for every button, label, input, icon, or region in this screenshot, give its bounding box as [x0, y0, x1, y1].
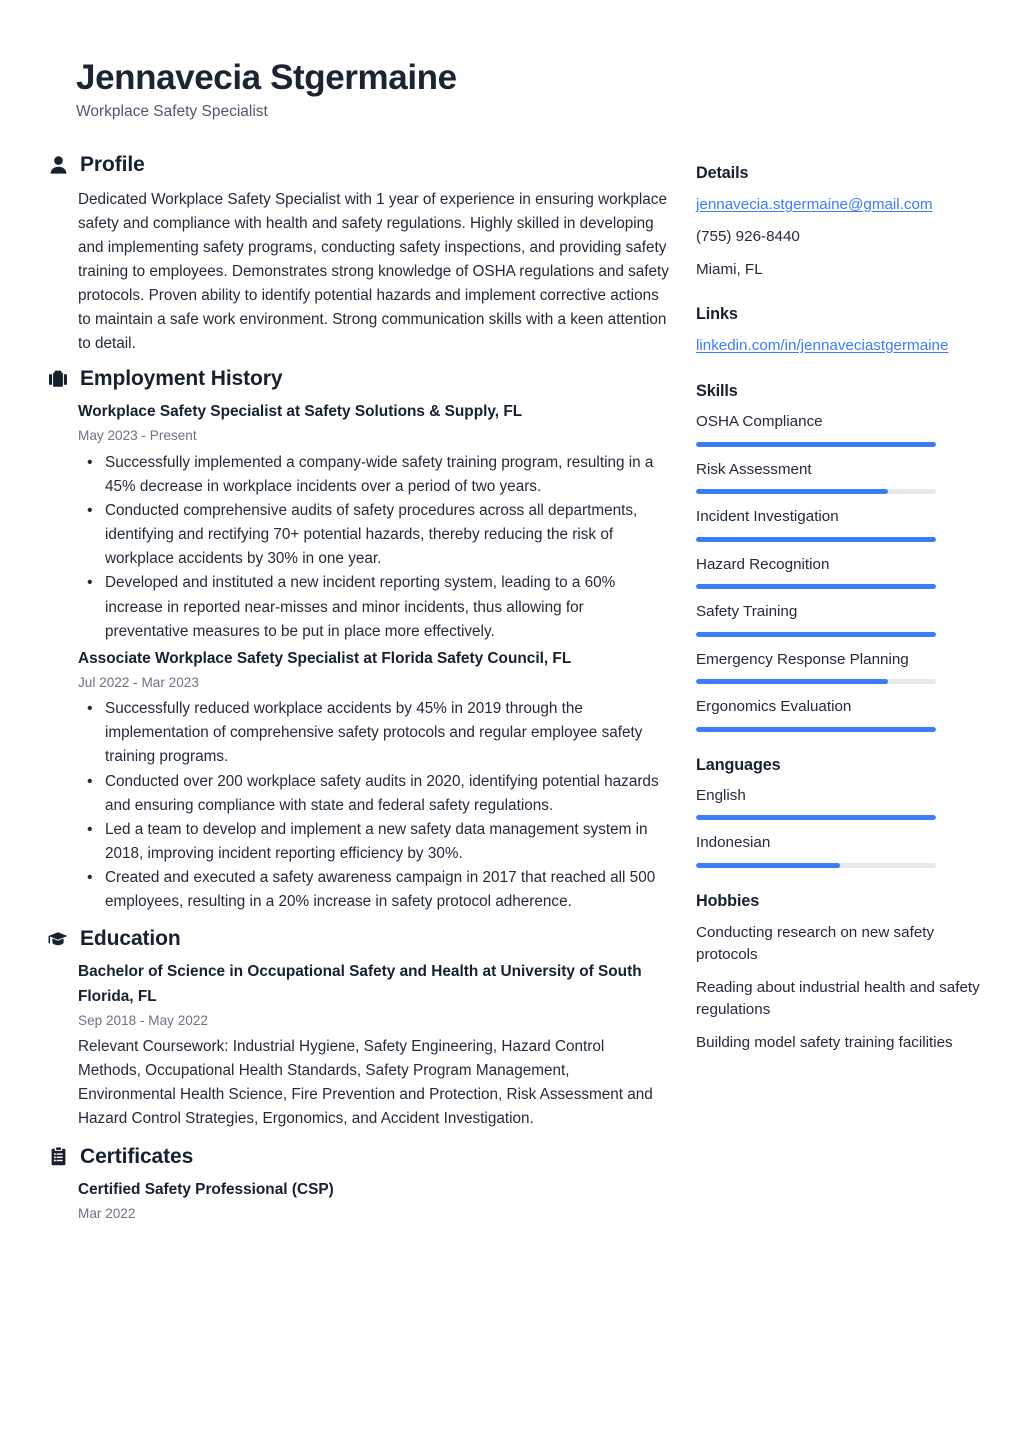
skill-item [696, 555, 996, 590]
bullet-item: • Successfully reduced workplace accidents by 45% in 2019 through the implementation of comprehensive safety protocols and regular employee safety training programs. [78, 697, 670, 769]
language-item [696, 786, 996, 821]
skill-bar-fill [696, 442, 936, 447]
job-bullets [78, 451, 670, 644]
phone-text: (755) 926-8440 [696, 228, 800, 246]
briefcase-icon [48, 368, 68, 390]
skill-bar-track [696, 632, 936, 637]
skill-item [696, 460, 996, 495]
resume-header [0, 0, 1024, 122]
skill-bar-fill [696, 679, 888, 684]
employment-entry [78, 400, 670, 643]
skill-item [696, 650, 996, 685]
sidebar-hobbies [696, 892, 996, 1054]
skill-bar-track [696, 727, 936, 732]
skill-bar-track [696, 584, 936, 589]
skill-label: Risk Assessment [696, 460, 812, 478]
certificates-body [48, 1178, 670, 1224]
certificate-title: Certified Safety Professional (CSP) [78, 1180, 334, 1198]
sidebar-title-details: Details [696, 163, 749, 182]
employment-body [48, 400, 670, 914]
skill-label: Emergency Response Planning [696, 650, 909, 668]
email-link[interactable]: jennavecia.stgermaine@gmail.com [696, 195, 933, 213]
skill-bar-fill [696, 727, 936, 732]
skill-label: Hazard Recognition [696, 555, 830, 573]
sidebar-title-hobbies: Hobbies [696, 891, 760, 910]
bullet-item: • Developed and instituted a new incident reporting system, leading to a 60% increase in reported near-misses and minor incidents, thus allowing for preventative measures to be put in place more effectively. [78, 571, 670, 643]
section-title-profile: Profile [80, 152, 145, 176]
sidebar-details [696, 164, 996, 281]
degree-title: Bachelor of Science in Occupational Safety and Health at University of South Florida, FL [78, 963, 642, 1005]
location-text: Miami, FL [696, 261, 763, 278]
hobby-item: Conducting research on new safety protocols [696, 923, 935, 963]
candidate-name: Jennavecia Stgermaine [76, 58, 457, 97]
education-heading [48, 927, 670, 951]
skill-bar-fill [696, 584, 936, 589]
skill-item [696, 697, 996, 732]
degree-date: Sep 2018 - May 2022 [78, 1012, 208, 1028]
bullet-item: • Created and executed a safety awareness campaign in 2017 that reached all 500 employees, resulting in a 20% increase in safety protocol adherence. [78, 866, 670, 914]
language-bar-track [696, 863, 936, 868]
linkedin-link[interactable]: linkedin.com/in/jennaveciastgermaine [696, 336, 949, 354]
section-profile [48, 153, 670, 357]
skill-item [696, 602, 996, 637]
job-date: May 2023 - Present [78, 428, 197, 444]
language-bar-fill [696, 863, 840, 868]
graduation-cap-icon [48, 928, 68, 950]
skill-bar-track [696, 489, 936, 494]
section-title-education: Education [80, 927, 181, 951]
language-bar-track [696, 815, 936, 820]
education-body [48, 960, 670, 1131]
skill-label: Incident Investigation [696, 508, 839, 526]
skill-label: OSHA Compliance [696, 413, 823, 431]
certificate-date: Mar 2022 [78, 1205, 136, 1221]
job-bullets [78, 697, 670, 914]
language-item [696, 833, 996, 868]
main-column [48, 153, 670, 1230]
section-title-certificates: Certificates [80, 1144, 194, 1168]
bullet-item: • Led a team to develop and implement a new safety data management system in 2018, improving incident reporting efficiency by 30%. [78, 818, 670, 866]
sidebar-title-languages: Languages [696, 755, 781, 774]
profile-text: Dedicated Workplace Safety Specialist with 1 year of experience in ensuring workplace safety and compliance with health and safety regulations. Highly skilled in developing and implementing safety programs, conducting safety inspections, and providing safety training to employees. Demonstrates strong knowledge of OSHA regulations and safety protocols. Proven ability to identify potential hazards and implement corrective actions to maintain a safe work environment. Strong communication skills with a keen attention to detail. [78, 190, 669, 353]
skill-bar-fill [696, 537, 936, 542]
skill-label: Safety Training [696, 603, 798, 621]
language-bar-fill [696, 815, 936, 820]
skill-bar-track [696, 537, 936, 542]
resume-columns [0, 153, 1024, 1230]
employment-heading [48, 367, 670, 391]
sidebar-languages [696, 756, 996, 868]
bullet-item: • Successfully implemented a company-wide safety training program, resulting in a 45% decrease in workplace incidents over a period of two years. [78, 451, 670, 499]
language-label: Indonesian [696, 834, 771, 852]
job-title: Workplace Safety Specialist at Safety Solutions & Supply, FL [78, 403, 523, 421]
clipboard-icon [48, 1146, 68, 1168]
sidebar-links [696, 305, 996, 357]
user-icon [48, 154, 68, 176]
job-title: Associate Workplace Safety Specialist at Florida Safety Council, FL [78, 649, 572, 667]
sidebar-title-links: Links [696, 304, 738, 323]
employment-entry [78, 647, 670, 914]
skill-bar-track [696, 442, 936, 447]
sidebar-skills [696, 382, 996, 732]
bullet-item: • Conducted over 200 workplace safety audits in 2020, identifying potential hazards and ensuring compliance with state and federal safety regulations. [78, 770, 670, 818]
bullet-item: • Conducted comprehensive audits of safety procedures across all departments, identifying and rectifying 70+ potential hazards, thereby reducing the risk of workplace accidents by 30% in one year. [78, 499, 670, 571]
section-certificates [48, 1145, 670, 1224]
sidebar-title-skills: Skills [696, 382, 738, 401]
profile-body [48, 188, 670, 357]
skill-item [696, 412, 996, 447]
skill-item [696, 507, 996, 542]
language-label: English [696, 786, 746, 804]
job-date: Jul 2022 - Mar 2023 [78, 674, 199, 690]
side-column [696, 153, 996, 1076]
skill-bar-track [696, 679, 936, 684]
profile-heading [48, 153, 670, 177]
certificate-entry [78, 1178, 670, 1224]
candidate-job-title: Workplace Safety Specialist [76, 103, 268, 121]
section-education [48, 927, 670, 1131]
section-title-employment: Employment History [80, 367, 283, 391]
skill-bar-fill [696, 632, 936, 637]
skill-bar-fill [696, 489, 888, 494]
section-employment [48, 367, 670, 914]
skill-label: Ergonomics Evaluation [696, 698, 852, 716]
education-entry [78, 960, 670, 1131]
degree-description: Relevant Coursework: Industrial Hygiene, Safety Engineering, Hazard Control Methods, Occupational Health Standards, Safety Program Management, Environmental Health Science, Fire Prevention and Protection, Risk Assessment and Hazard Control Strategies, Ergonomics, and Accident Investigation. [78, 1037, 653, 1127]
hobby-item: Reading about industrial health and safety regulations [696, 978, 980, 1018]
hobby-item: Building model safety training facilities [696, 1033, 953, 1051]
certificates-heading [48, 1145, 670, 1169]
